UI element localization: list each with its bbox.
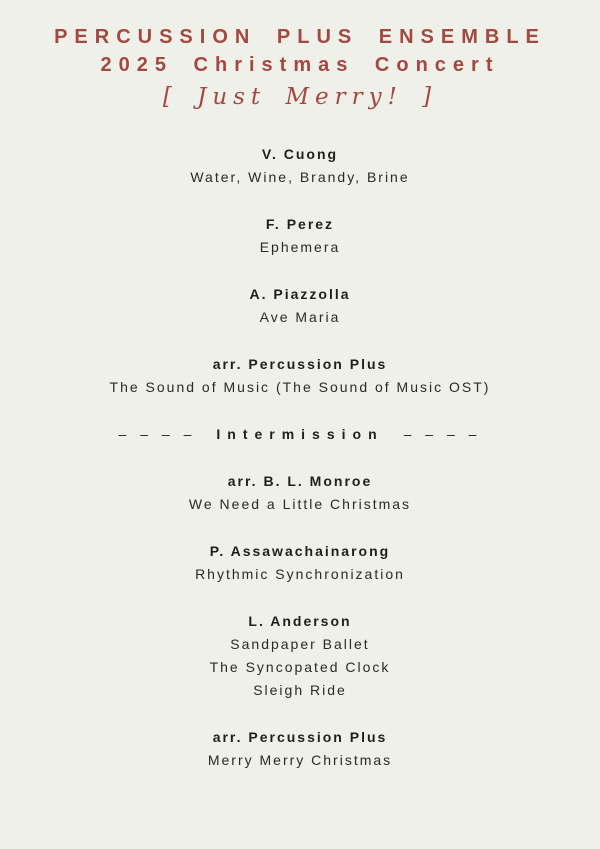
intermission-label: Intermission	[216, 426, 384, 442]
concert-subtitle: [ Just Merry! ]	[162, 84, 438, 110]
piece-title: The Sound of Music (The Sound of Music OST)	[109, 379, 491, 395]
concert-title: 2025 Christmas Concert	[100, 54, 500, 76]
piece-title: The Syncopated Clock	[209, 659, 391, 675]
program-entry	[0, 286, 600, 325]
program-entry	[0, 473, 600, 512]
piece-title: Ave Maria	[259, 309, 341, 325]
program-entry	[0, 543, 600, 582]
piece-title: Merry Merry Christmas	[207, 752, 393, 768]
composer-name: L. Anderson	[248, 613, 352, 629]
piece-title: Water, Wine, Brandy, Brine	[190, 169, 410, 185]
piece-title: Sandpaper Ballet	[230, 636, 370, 652]
program-entry	[0, 729, 600, 768]
program-list	[0, 146, 600, 768]
program-entry	[0, 613, 600, 698]
composer-name: arr. B. L. Monroe	[227, 473, 373, 489]
piece-title: Rhythmic Synchronization	[195, 566, 405, 582]
composer-name: P. Assawachainarong	[209, 543, 391, 559]
program-entry	[0, 146, 600, 185]
program-entry	[0, 356, 600, 395]
program-entry	[0, 216, 600, 255]
composer-name: arr. Percussion Plus	[212, 729, 388, 745]
program-header	[0, 27, 600, 109]
intermission-dashes-left: – – – –	[118, 426, 197, 442]
piece-title: Ephemera	[259, 239, 341, 255]
intermission-dashes-right: – – – –	[403, 426, 482, 442]
piece-title: We Need a Little Christmas	[188, 496, 412, 512]
composer-name: arr. Percussion Plus	[212, 356, 388, 372]
composer-name: A. Piazzolla	[249, 286, 351, 302]
composer-name: V. Cuong	[261, 146, 339, 162]
intermission-divider	[0, 426, 600, 442]
composer-name: F. Perez	[265, 216, 335, 232]
program-first-half	[0, 146, 600, 395]
program-second-half	[0, 473, 600, 768]
piece-title: Sleigh Ride	[253, 682, 347, 698]
ensemble-name: PERCUSSION PLUS ENSEMBLE	[54, 26, 546, 48]
